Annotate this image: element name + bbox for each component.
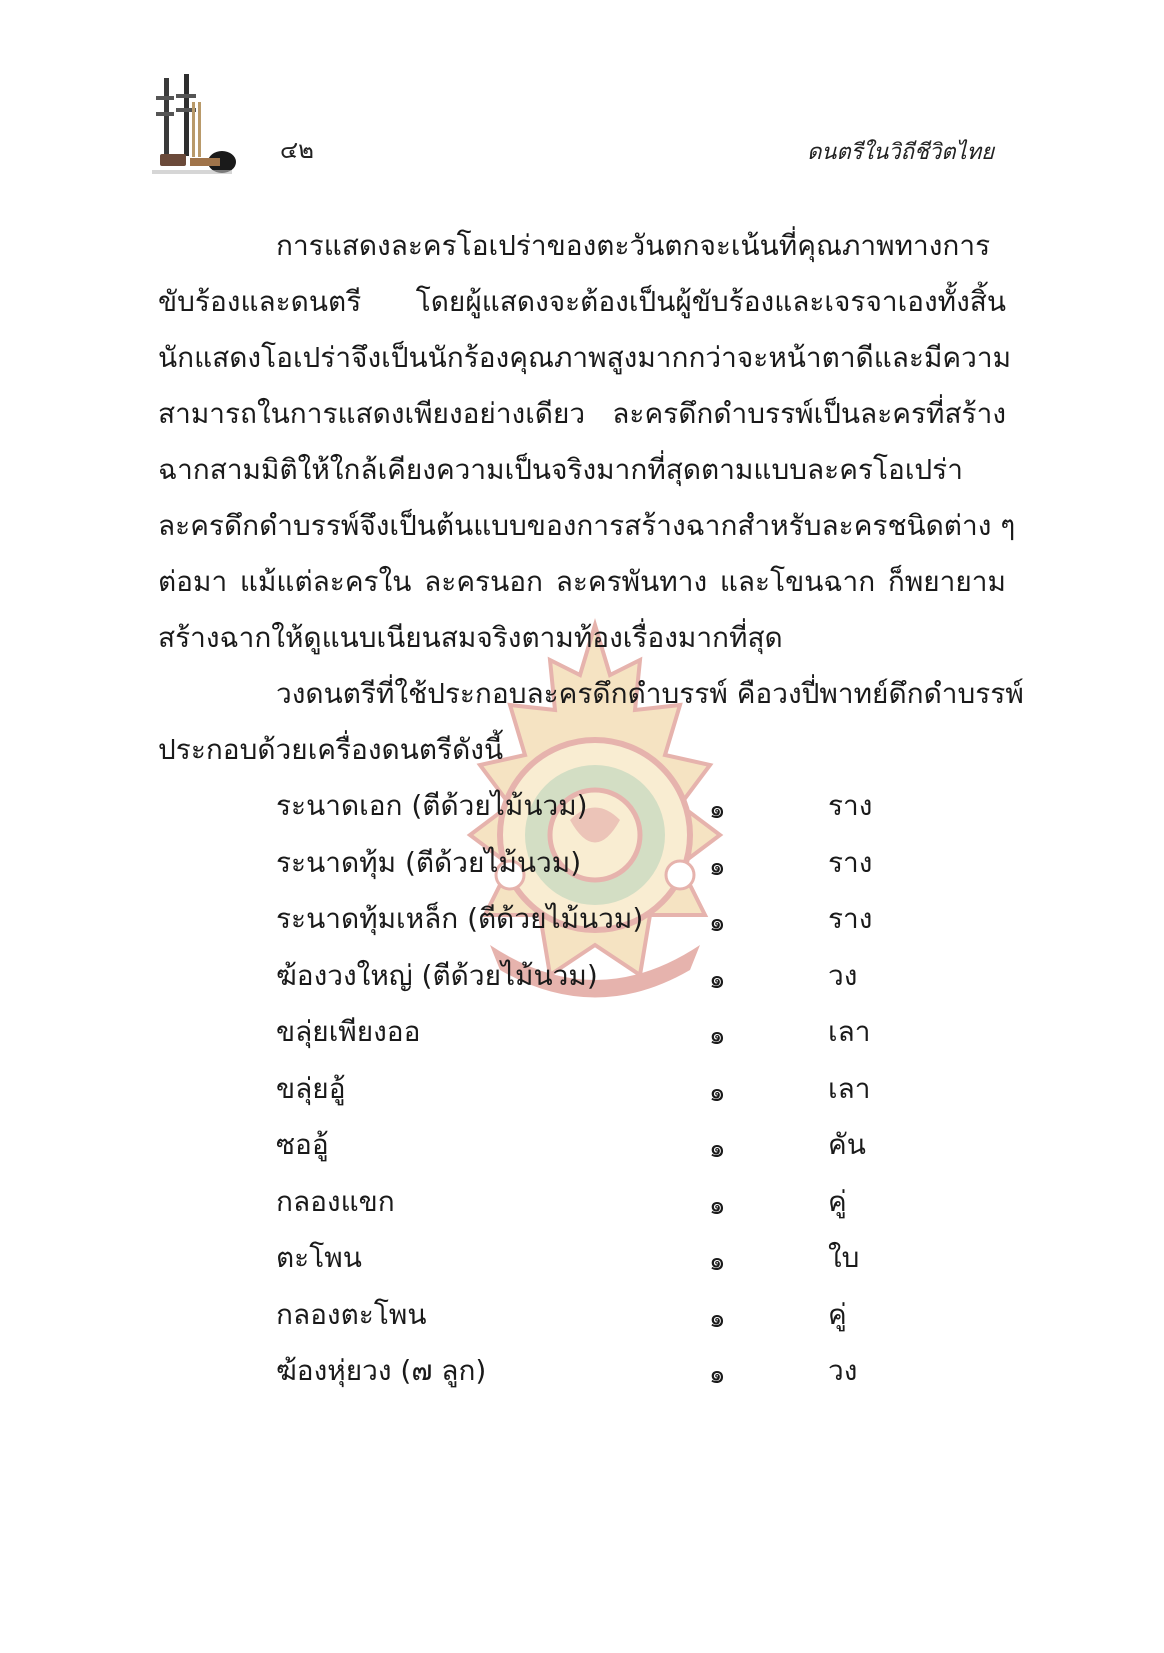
- list-item: [276, 1069, 876, 1126]
- instrument-unit: ราง: [828, 845, 873, 879]
- list-item: [276, 899, 876, 956]
- instrument-unit: เลา: [828, 1015, 871, 1048]
- instrument-quantity: ๑: [709, 851, 726, 882]
- instrument-name: ระนาดทุ้มเหล็ก (ตีด้วยไม้นวม): [276, 902, 644, 935]
- paragraph-line: ประกอบด้วยเครื่องดนตรีดังนี้: [158, 733, 504, 766]
- instrument-quantity: ๑: [709, 1134, 726, 1164]
- paragraph-line: นักแสดงโอเปร่าจึงเป็นนักร้องคุณภาพสูงมากกว่าจะหน้าตาดีและมีความ: [158, 341, 1012, 374]
- instrument-quantity: ๑: [709, 1190, 726, 1221]
- instrument-unit: คู่: [828, 1184, 847, 1218]
- instrument-unit: คัน: [828, 1128, 866, 1161]
- instrument-name: ตะโพน: [276, 1241, 362, 1274]
- list-item: [276, 1182, 876, 1239]
- instrument-name: ระนาดทุ้ม (ตีด้วยไม้นวม): [276, 845, 582, 879]
- instrument-quantity: ๑: [709, 1303, 726, 1334]
- thai-fiddle-icon: [150, 72, 260, 182]
- instrument-quantity: ๑: [709, 1077, 726, 1108]
- instrument-quantity: ๑: [709, 1360, 726, 1390]
- paragraph-line: วงดนตรีที่ใช้ประกอบละครดึกดำบรรพ์ คือวงปี่พาทย์ดึกดำบรรพ์: [276, 677, 1024, 710]
- list-item: [276, 1295, 876, 1352]
- paragraph-line: การแสดงละครโอเปร่าของตะวันตกจะเน้นที่คุณภาพทางการ: [276, 229, 991, 262]
- instrument-unit: วง: [828, 958, 858, 992]
- paragraph-line: ต่อมา แม้แต่ละครใน ละครนอก ละครพันทาง และโขนฉาก ก็พยายาม: [158, 565, 1006, 598]
- instrument-unit: เลา: [828, 1071, 871, 1105]
- instrument-unit: ราง: [828, 789, 873, 822]
- instrument-quantity: ๑: [709, 1247, 726, 1277]
- instrument-name: ขลุ่ยเพียงออ: [276, 1015, 421, 1048]
- instrument-quantity: ๑: [709, 908, 726, 938]
- list-item: [276, 1125, 876, 1182]
- instrument-quantity: ๑: [709, 1021, 726, 1051]
- instrument-name: ซออู้: [276, 1128, 329, 1161]
- list-item: [276, 956, 876, 1013]
- paragraph-line: สามารถในการแสดงเพียงอย่างเดียว ละครดึกดำบรรพ์เป็นละครที่สร้าง: [158, 397, 1006, 430]
- instrument-name: ขลุ่ยอู้: [276, 1071, 346, 1105]
- instrument-name: กลองตะโพน: [276, 1297, 427, 1331]
- instrument-unit: ใบ: [828, 1241, 860, 1274]
- body-paragraph: [158, 666, 1024, 778]
- instrument-name: กลองแขก: [276, 1184, 395, 1218]
- list-item: [276, 1351, 876, 1408]
- instrument-quantity: ๑: [709, 964, 726, 995]
- instrument-name: ระนาดเอก (ตีด้วยไม้นวม): [276, 789, 588, 822]
- list-item: [276, 786, 876, 843]
- list-item: [276, 1012, 876, 1069]
- list-item: [276, 1238, 876, 1295]
- running-title: ดนตรีในวิถีชีวิตไทย: [807, 140, 994, 165]
- body-paragraph: [158, 218, 1016, 666]
- paragraph-line: สร้างฉากให้ดูแนบเนียนสมจริงตามท้องเรื่องมากที่สุด: [158, 621, 783, 654]
- instrument-name: ฆ้องวงใหญ่ (ตีด้วยไม้นวม): [276, 958, 598, 992]
- instrument-unit: ราง: [828, 902, 873, 935]
- list-item: [276, 843, 876, 900]
- instrument-unit: คู่: [828, 1297, 847, 1331]
- instrument-unit: วง: [828, 1354, 858, 1387]
- instrument-quantity: ๑: [709, 795, 726, 825]
- paragraph-line: ฉากสามมิติให้ใกล้เคียงความเป็นจริงมากที่สุดตามแบบละครโอเปร่า: [158, 453, 963, 486]
- instrument-name: ฆ้องหุ่ยวง (๗ ลูก): [276, 1354, 487, 1387]
- paragraph-line: ละครดึกดำบรรพ์จึงเป็นต้นแบบของการสร้างฉากสำหรับละครชนิดต่าง ๆ: [158, 509, 1016, 542]
- paragraph-line: ขับร้องและดนตรี โดยผู้แสดงจะต้องเป็นผู้ขับร้องและเจรจาเองทั้งสิ้น: [158, 285, 1006, 318]
- page-number: ๔๒: [280, 136, 314, 164]
- instrument-list: [276, 786, 876, 1408]
